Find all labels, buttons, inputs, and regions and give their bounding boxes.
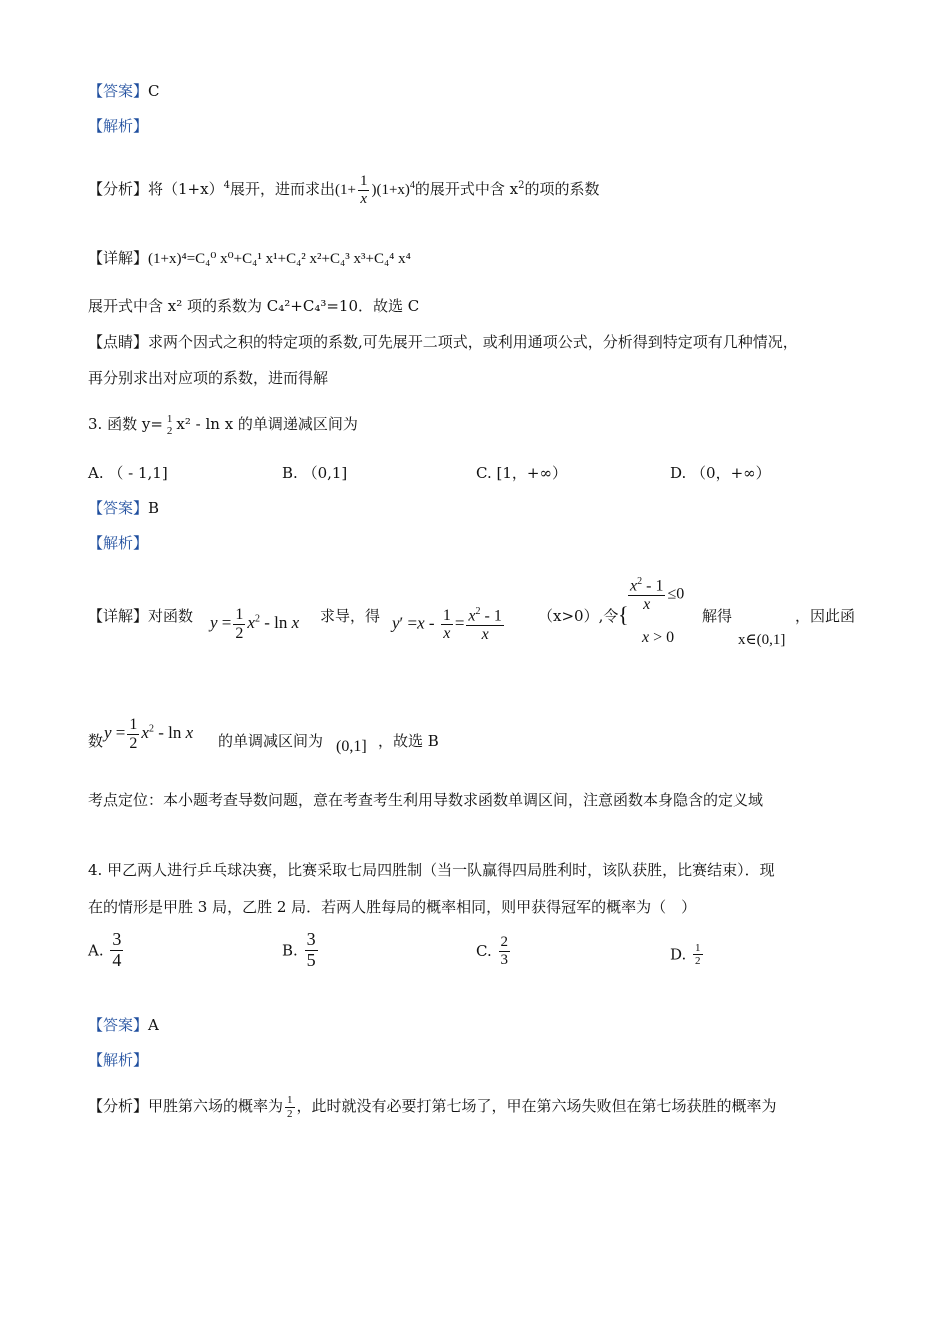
dianjing-tag: 【点睛】 [88,333,149,351]
q4-stem-line2: 在的情形是甲胜 3 局，乙胜 2 局．若两人胜每局的概率相同，则甲获得冠军的概率为（ ） [88,898,697,916]
q3-line2-c: (0,1] [336,738,367,755]
q3-option-d-text: （0，+∞） [691,464,771,482]
q4-option-b-fraction [305,930,318,971]
q2-answer: C [148,82,160,100]
q4-option-b-den: 5 [306,949,316,970]
fenxi-tag: 【分析】 [88,180,149,198]
q3-function-y: y = $\frac{1}{2}$ $x^2$ - ln x [210,606,300,642]
q4-fenxi-b: ，此时就没有必要打第七场了，甲在第六场失败但在第七场获胜的概率为 [296,1097,777,1115]
q4-option-d-num: 1 [695,942,701,954]
q2-binomial-expansion: (1+x)⁴=C₄⁰ x⁰+C₄¹ x¹+C₄² x²+C₄³ x³+C₄⁴ x⁴ [148,251,411,267]
q3-detail-d: 解得 [702,607,733,625]
detail-tag: 【详解】 [88,607,149,625]
q3-detail-b: 求导，得 [320,607,381,625]
q3-option-d-label: D. [670,464,687,482]
q4-option-b-num: 3 [306,929,316,949]
q3-detail-c: （x>0）,令 [538,607,619,625]
q3-line2-b: 的单调减区间为 [218,732,324,750]
q2-conclusion: 展开式中含 x² 项的系数为 C₄²+C₄³=10．故选 C [88,297,420,315]
q4-option-a[interactable] [88,930,125,971]
q4-option-a-label: A. [88,941,104,960]
q3-inequality-1: $\frac{x^2 - 1}{x}$ ≤0 [630,576,685,613]
q4-option-a-den: 4 [112,949,122,970]
q2-fenxi-text-d: 的项的系数 [524,180,600,198]
q4-fenxi-a: 甲胜第六场的概率为 [148,1097,284,1115]
q2-fenxi-text-a: 将（1+x） [148,180,224,198]
answer-tag: 【答案】 [88,1016,149,1034]
q3-option-c-label: C. [476,464,492,482]
q3-answer-line [88,498,159,518]
q4-option-c-fraction [499,934,511,968]
q2-fenxi-line: 【分析】将$(1+x)^4$展开，进而求出(1+ $\frac{1}{x}$ )$(1+x)^4$的展开式中含 $x^2$的项的系数 [88,173,600,207]
q2-dianjing-line1 [88,332,798,352]
q3-inequality-2: x > 0 [642,629,675,646]
q3-option-b[interactable] [282,462,347,483]
q3-detail-a: 对函数 [148,607,194,625]
analysis-tag: 【解析】 [88,1051,149,1069]
q3-kaodian: 考点定位：本小题考查导数问题，意在考查考生利用导数求函数单调区间，注意函数本身隐含的定义域 [88,791,764,809]
q3-option-b-text: （0,1] [302,464,348,482]
q4-analysis-line [88,1050,148,1070]
q4-stem-line1: 4. 甲乙两人进行乒乓球决赛，比赛采取七局四胜制（当一队赢得四局胜利时，该队获胜，比赛结束）．现 [88,861,775,879]
q3-stem-a: 3. 函数 y= [88,415,163,433]
frac-half: 1 2 [166,412,173,437]
q2-fenxi-text-b: 展开，进而求出 [229,180,335,198]
q4-option-c-den: 3 [500,951,508,968]
q4-option-c[interactable] [476,934,512,968]
q3-detail-start [88,605,193,626]
frac-half-q4: $\frac{1}{2}$ [287,1094,293,1120]
q4-option-d[interactable] [670,942,705,967]
q2-detail-line [88,248,411,269]
q3-stem-b: x² - ln x 的单调递减区间为 [176,415,358,433]
q4-option-a-num: 3 [112,929,122,949]
detail-tag: 【详解】 [88,249,149,267]
q3-system-brace: { [618,602,629,627]
q3-option-a[interactable] [88,462,168,483]
analysis-tag: 【解析】 [88,534,149,552]
fenxi-tag: 【分析】 [88,1097,149,1115]
q4-answer-line [88,1015,159,1035]
q3-function-y-2: y = $\frac{1}{2}$ $x^2$ - ln x [104,716,194,752]
analysis-tag: 【解析】 [88,117,149,135]
q4-option-b[interactable] [282,930,320,971]
q2-dianjing-text1: 求两个因式之积的特定项的系数,可先展开二项式，或利用通项公式，分析得到特定项有几种情况， [148,333,798,351]
q4-option-a-fraction [110,930,123,971]
answer-tag: 【答案】 [88,82,149,100]
q4-option-c-num: 2 [500,934,508,950]
answer-tag: 【答案】 [88,499,149,517]
q3-option-a-text: （ - 1,1] [108,464,168,482]
q3-option-b-label: B. [282,464,298,482]
q3-stem [88,408,358,440]
q3-line2-a: 数 [88,732,104,750]
q4-option-d-den: 2 [695,955,701,968]
q2-fenxi-text-c: 的展开式中含 x [414,180,519,198]
q2-answer-line [88,81,160,101]
q2-analysis-line [88,116,148,136]
q3-option-a-label: A. [88,464,104,482]
q2-dianjing-line2: 再分别求出对应项的系数，进而得解 [88,369,329,387]
q4-option-d-label: D. [670,945,687,964]
q3-derivative: y′ =x - $\frac{1}{x}$ = $\frac{x^2 - 1}{x}$ [392,606,502,643]
q4-option-c-label: C. [476,942,492,960]
q3-line2-d: ，故选 B [378,732,439,750]
q4-option-b-label: B. [282,941,298,960]
q3-option-c-text: [1，+∞） [496,464,567,482]
q3-option-d[interactable] [670,462,771,483]
frac-1-over-x: $\frac{1}{x}$ [359,173,368,207]
q3-interval: x∈(0,1] [738,632,786,648]
q3-answer: B [148,499,160,517]
q4-option-d-fraction [693,942,703,967]
q4-answer: A [148,1016,159,1034]
q3-option-c[interactable] [476,462,567,483]
q3-analysis-line [88,533,148,553]
q4-fenxi-line [88,1090,777,1122]
q3-detail-e: ，因此函 [795,607,856,625]
